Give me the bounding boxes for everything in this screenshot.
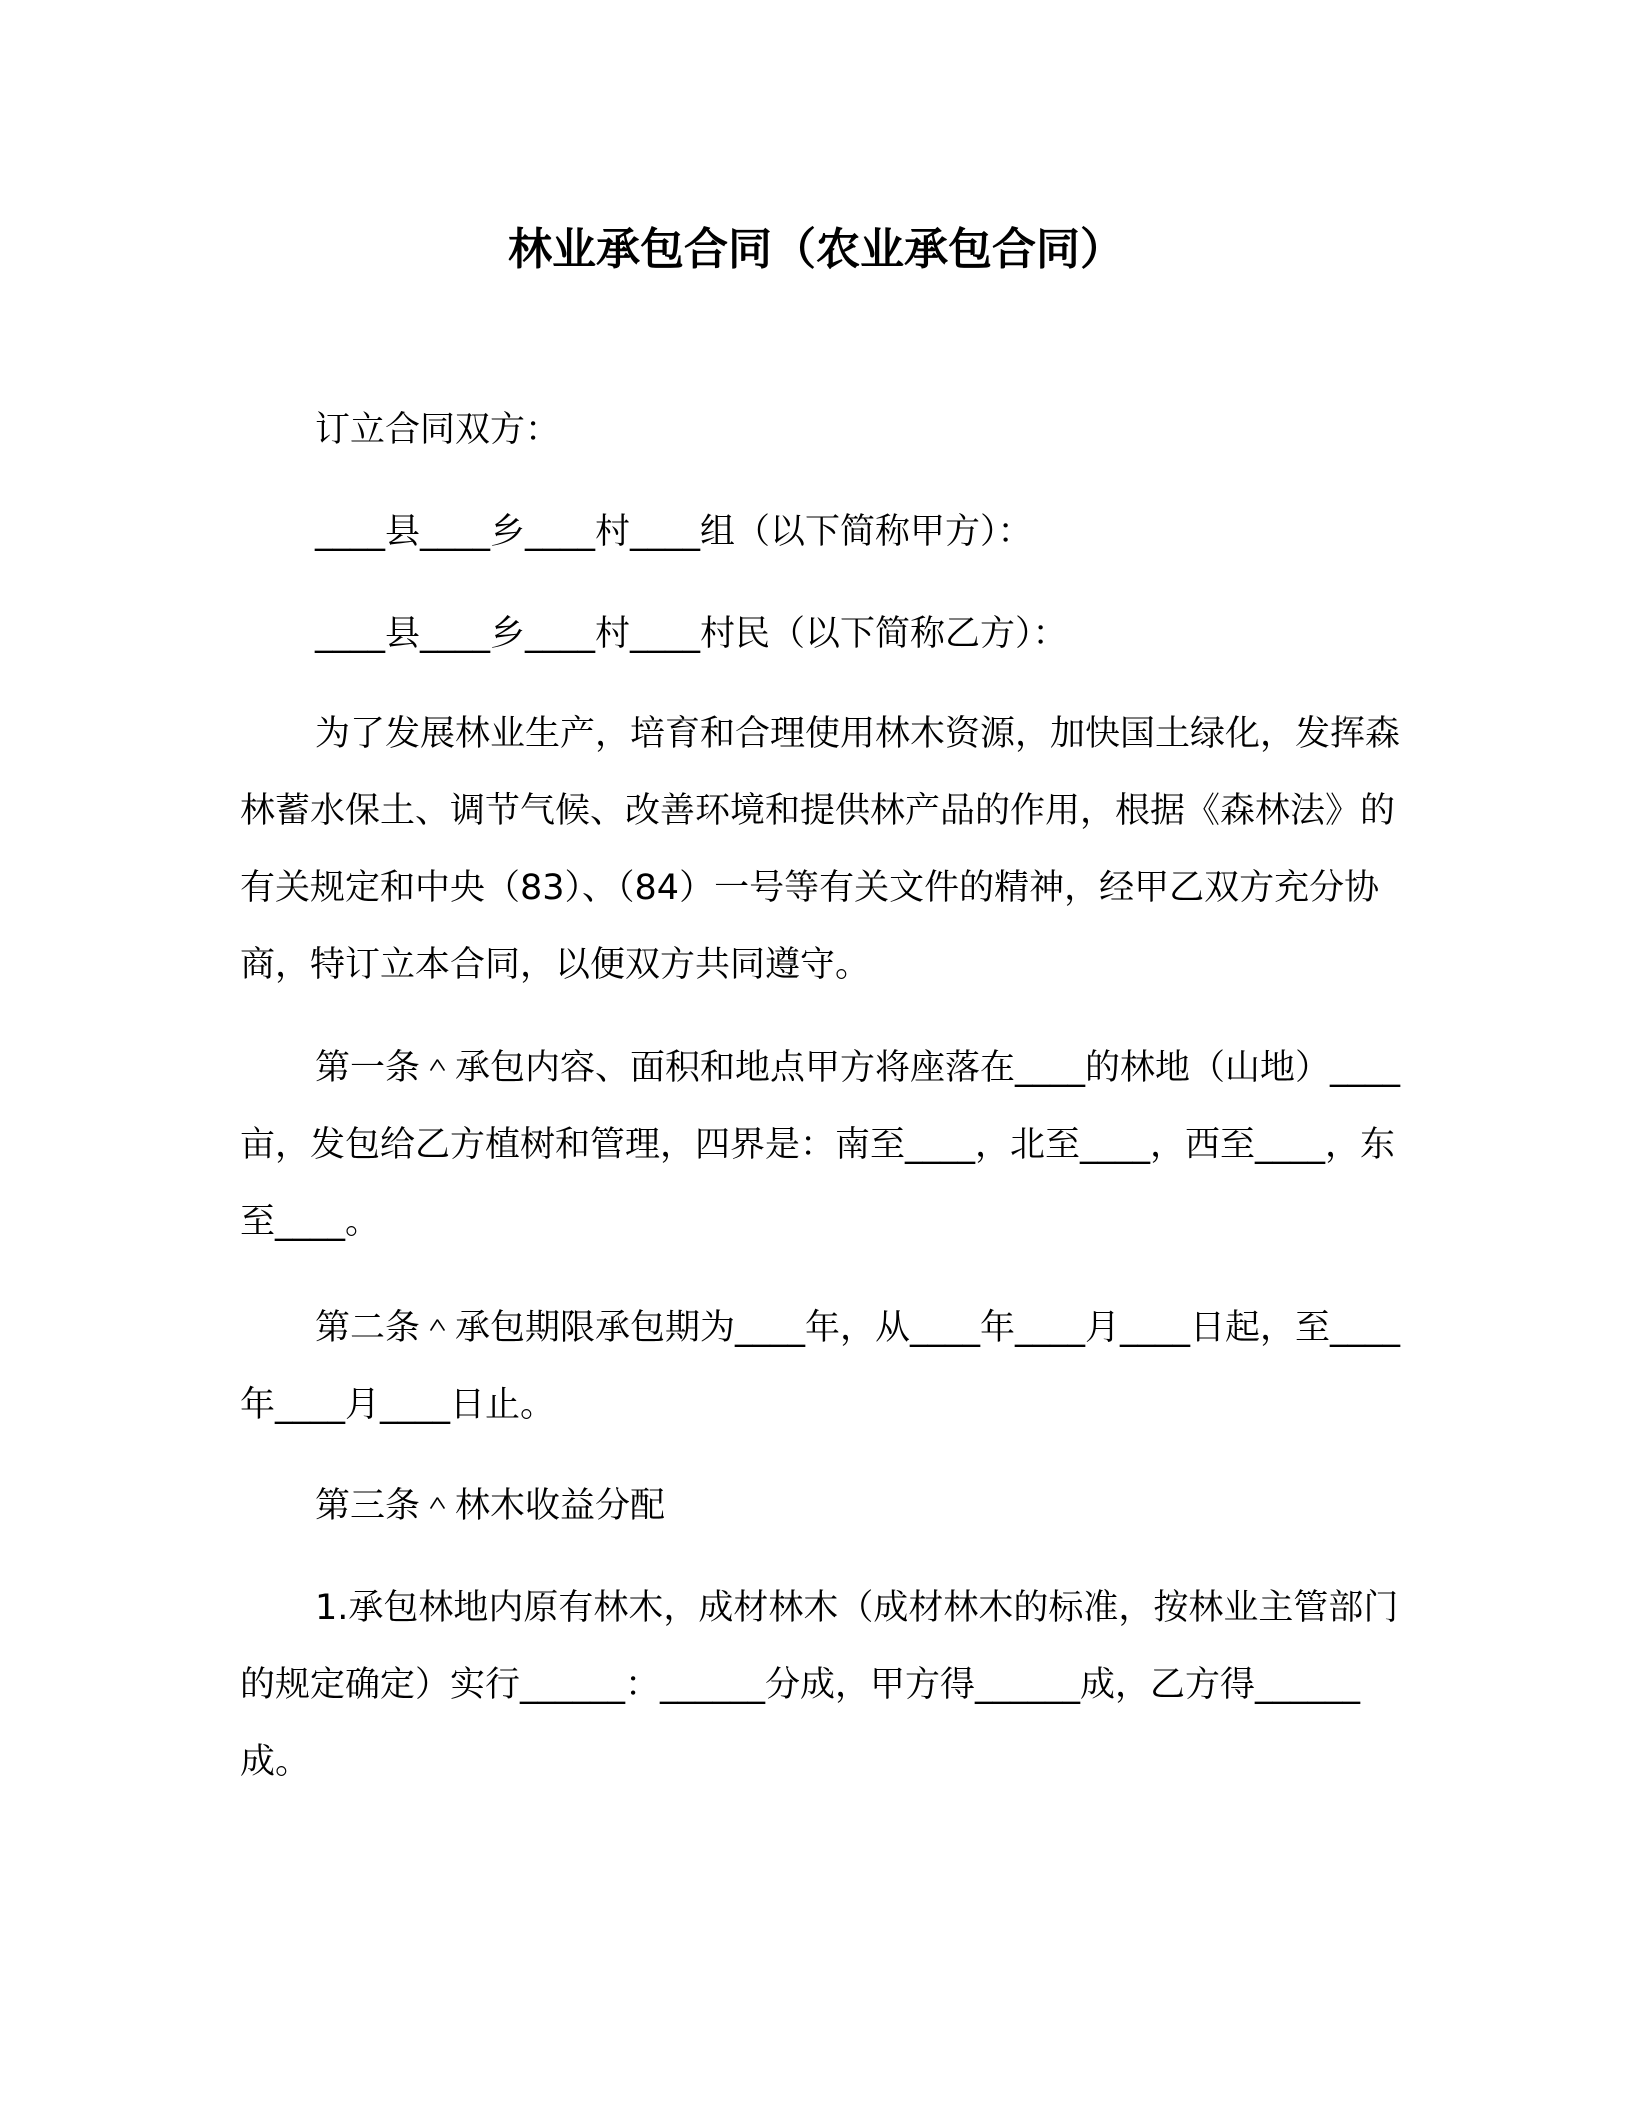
party-a-line: ____县____乡____村____组（以下简称甲方）： [315, 512, 1033, 552]
parties-heading: 订立合同双方： [315, 410, 561, 450]
party-b-line: ____县____乡____村____村民（以下简称乙方）： [315, 614, 1068, 654]
clause-one-paragraph: 1.承包林地内原有林木，成材林木（成材林木的标准，按林业主管部门的规定确定）实行______：______分成，甲方得______成，乙方得______成。 [240, 1588, 1399, 1782]
document-title: 林业承包合同（农业承包合同） [508, 224, 1124, 275]
article-one-paragraph: 第一条＾承包内容、面积和地点甲方将座落在____的林地（山地）____亩，发包给乙方植树和管理，四界是：南至____，北至____，西至____，东至____。 [240, 1048, 1401, 1242]
article-three-heading: 第三条＾林木收益分配 [315, 1486, 666, 1526]
article-two-paragraph: 第二条＾承包期限承包期为____年，从____年____月____日起，至____年____月____日止。 [240, 1308, 1401, 1425]
preamble-paragraph: 为了发展林业生产，培育和合理使用林木资源，加快国土绿化，发挥森林蓄水保土、调节气候、改善环境和提供林产品的作用，根据《森林法》的有关规定和中央（83）、（84）一号等有关文件的精神，经甲乙双方充分协商，特订立本合同，以便双方共同遵守。 [240, 714, 1401, 985]
